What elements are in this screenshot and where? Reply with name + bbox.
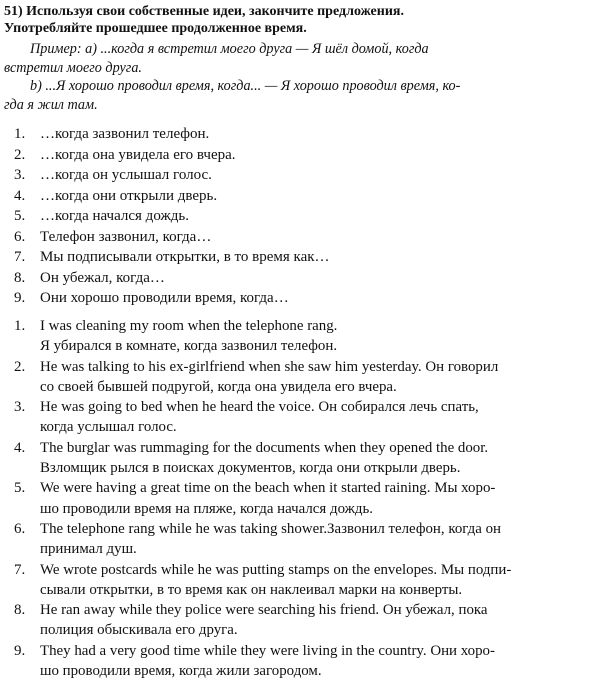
item-number: 8. xyxy=(14,269,26,286)
answer-line: We wrote postcards while he was putting stamps on the envelopes. Мы подпи- xyxy=(40,561,512,578)
title-line-1: 51) Используя свои собственные идеи, закончите предложения. xyxy=(4,4,404,19)
title-line-2: Употребляйте прошедшее продолженное время. xyxy=(4,21,307,36)
example-line-1: Пример: a) ...когда я встретил моего друга — Я шёл домой, когда xyxy=(30,41,429,57)
answer-number: 4. xyxy=(14,439,26,456)
item-number: 4. xyxy=(14,187,26,204)
exercise-item xyxy=(0,268,560,289)
answer-number: 6. xyxy=(14,520,26,537)
answer-line: принимал душ. xyxy=(40,541,137,558)
item-number: 1. xyxy=(14,126,26,142)
answer-number: 5. xyxy=(14,480,26,497)
answer-line: We were having a great time on the beach when it started raining. Мы хоро- xyxy=(40,480,496,497)
answer-number: 3. xyxy=(14,399,26,416)
exercise-item xyxy=(0,186,560,207)
answer-line: They had a very good time while they were living in the country. Они хоро- xyxy=(40,642,495,659)
exercise-item xyxy=(0,165,560,186)
answer-number: 2. xyxy=(14,358,26,375)
answer-line: полиция обыскивала его друга. xyxy=(40,622,238,639)
answer-number: 8. xyxy=(14,602,26,619)
answer-line: Я убирался в комнате, когда зазвонил телефон. xyxy=(40,338,338,355)
item-number: 3. xyxy=(14,167,26,183)
exercise-item xyxy=(0,124,560,145)
item-number: 9. xyxy=(14,290,26,306)
exercise-item xyxy=(0,247,560,268)
item-number: 5. xyxy=(14,208,26,224)
answer-number: 1. xyxy=(14,318,26,334)
item-text: …когда он услышал голос. xyxy=(40,167,212,183)
item-text: …когда она увидела его вчера. xyxy=(40,146,236,163)
answer-line: шо проводили время, когда жили загородом. xyxy=(40,663,322,680)
answer-line: Взломщик рылся в поисках документов, когда они открыли дверь. xyxy=(40,460,461,477)
answer-number: 7. xyxy=(14,561,26,578)
item-text: …когда зазвонил телефон. xyxy=(40,126,210,142)
item-number: 2. xyxy=(14,146,26,163)
item-text: Мы подписывали открытки, в то время как… xyxy=(40,249,330,265)
answer-line: сывали открытки, в то время как он наклеивал марки на конверты. xyxy=(40,581,463,598)
answer-line: He was talking to his ex-girlfriend when she saw him yesterday. Он говорил xyxy=(40,358,499,375)
answer-item xyxy=(0,357,613,398)
exercise-item xyxy=(0,206,560,227)
exercise-list xyxy=(0,124,560,309)
item-text: Они хорошо проводили время, когда… xyxy=(40,290,289,306)
answer-line: когда услышал голос. xyxy=(40,419,177,436)
answer-line: шо проводили время на пляже, когда начался дождь. xyxy=(40,500,374,517)
answer-line: He was going to bed when he heard the voice. Он собирался лечь спать, xyxy=(40,399,479,416)
answer-item xyxy=(0,600,613,641)
answer-number: 9. xyxy=(14,642,26,659)
answer-line: The burglar was rummaging for the documents when they opened the door. xyxy=(40,439,489,456)
answer-line: He ran away while they police were searching his friend. Он убежал, пока xyxy=(40,602,488,619)
exercise-item xyxy=(0,288,560,309)
answer-item xyxy=(0,560,613,601)
item-text: Он убежал, когда… xyxy=(40,269,165,286)
answer-list xyxy=(0,316,613,681)
item-text: …когда они открыли дверь. xyxy=(40,187,218,204)
answer-item xyxy=(0,397,613,438)
exercise-title xyxy=(4,3,609,37)
item-number: 7. xyxy=(14,249,26,265)
answer-item xyxy=(0,438,613,479)
answer-item xyxy=(0,478,613,519)
exercise-item xyxy=(0,145,560,166)
item-text: …когда начался дождь. xyxy=(40,208,190,224)
answer-line: со своей бывшей подругой, когда она увидела его вчера. xyxy=(40,378,397,395)
item-text: Телефон зазвонил, когда… xyxy=(40,228,212,245)
answer-item xyxy=(0,316,613,357)
answer-item xyxy=(0,519,613,560)
example-line-2: встретил моего друга. xyxy=(4,59,142,76)
answer-item xyxy=(0,641,613,682)
example-block xyxy=(4,40,608,114)
example-line-3: b) ...Я хорошо проводил время, когда... — Я хорошо проводил время, ко- xyxy=(30,78,461,94)
answer-line: The telephone rang while he was taking shower.Зазвонил телефон, когда он xyxy=(40,520,501,537)
example-line-4: гда я жил там. xyxy=(4,96,98,113)
answer-line: I was cleaning my room when the telephone rang. xyxy=(40,318,338,334)
item-number: 6. xyxy=(14,228,26,245)
exercise-item xyxy=(0,227,560,248)
